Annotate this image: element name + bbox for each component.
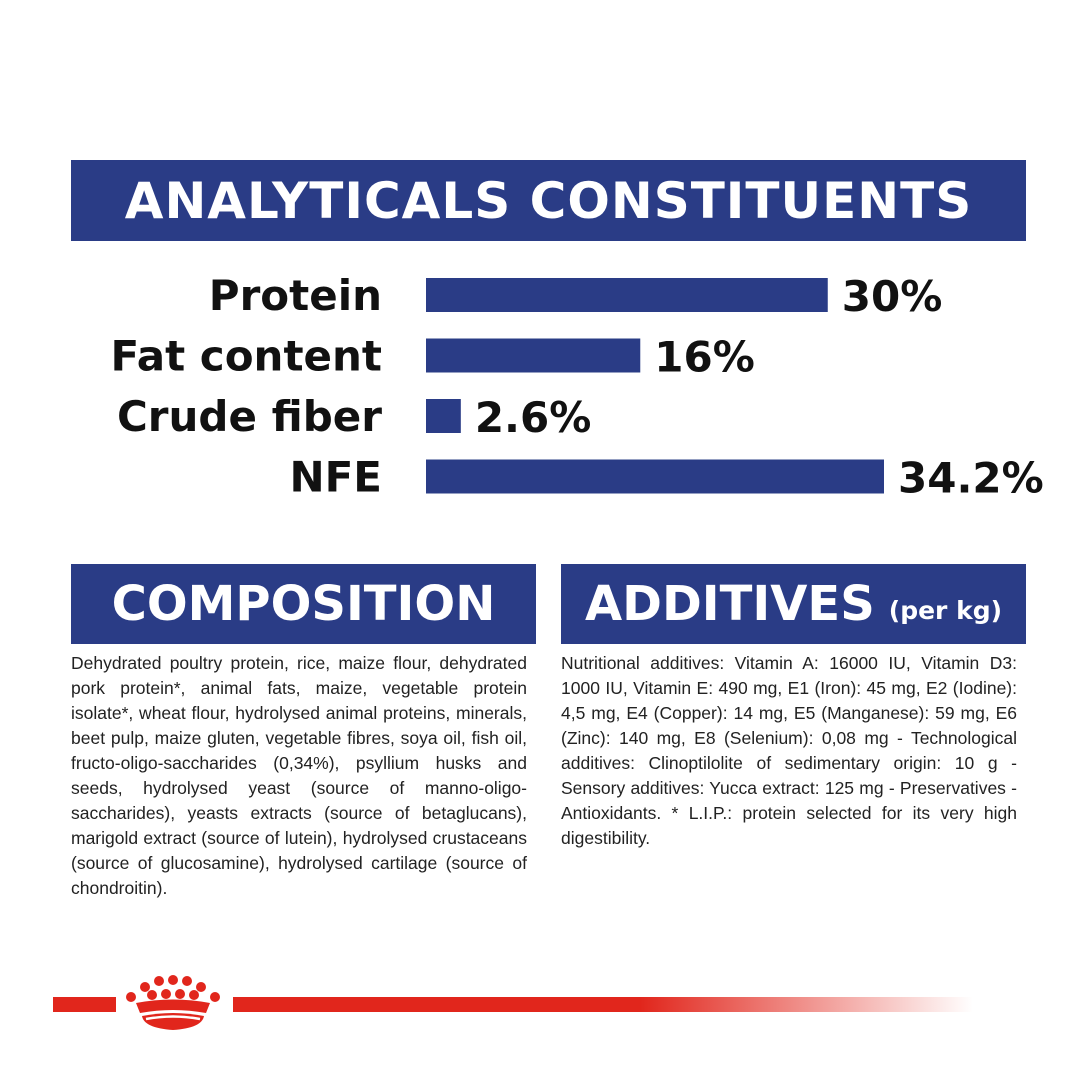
- footer-line-right: [233, 997, 973, 1012]
- composition-header: [71, 564, 536, 644]
- composition-text: Dehydrated poultry protein, rice, maize flour, dehydrated pork protein*, animal fats, maize, vegetable protein isolate*, wheat flour, hydrolysed animal proteins, minerals, beet pulp, maize gluten, vegetable fibres, soya oil, fish oil, fructo-oligo-saccharides (0,34%), psyllium husks and seeds, hydrolysed yeast (source of manno-oligo-saccharides), yeasts extracts (source of betaglucans), marigold extract (source of lutein), hydrolysed crustaceans (source of glucosamine), hydrolysed cartilage (source of chondroitin).: [71, 653, 527, 898]
- composition-header-text: COMPOSITION: [111, 576, 496, 632]
- analytics-header-text: ANALYTICALS CONSTITUENTS: [124, 171, 973, 230]
- crown-icon: [118, 972, 228, 1034]
- category-label: Crude fiber: [116, 392, 382, 441]
- category-label: Protein: [208, 271, 382, 320]
- additives-header-text: ADDITIVES: [584, 576, 875, 632]
- bar: [426, 278, 828, 312]
- bar: [426, 339, 640, 373]
- value-label: 2.6%: [474, 393, 592, 442]
- bar: [426, 399, 461, 433]
- value-label: 34.2%: [898, 453, 1044, 503]
- bar: [426, 460, 884, 494]
- additives-text: Nutritional additives: Vitamin A: 16000 IU, Vitamin D3: 1000 IU, Vitamin E: 490 mg, E1 (Iron): 45 mg, E2 (Iodine): 4,5 mg, E4 (Copper): 14 mg, E5 (Manganese): 59 mg, E6 (Zinc): 140 mg, E8 (Selenium): 0,08 mg - Technological additives: Clinoptilolite of sedimentary origin: 10 g - Sensory additives: Yucca extract: 125 mg - Preservatives - Antioxidants. * L.I.P.: protein selected for its very high digestibility.: [561, 653, 1017, 848]
- value-label: 30%: [841, 272, 943, 321]
- additives-unit-label: (per kg): [888, 595, 1003, 625]
- footer-line-left: [53, 997, 116, 1012]
- category-label: Fat content: [110, 331, 382, 381]
- value-label: 16%: [654, 332, 755, 382]
- category-label: NFE: [289, 452, 382, 502]
- additives-header: [561, 564, 1026, 644]
